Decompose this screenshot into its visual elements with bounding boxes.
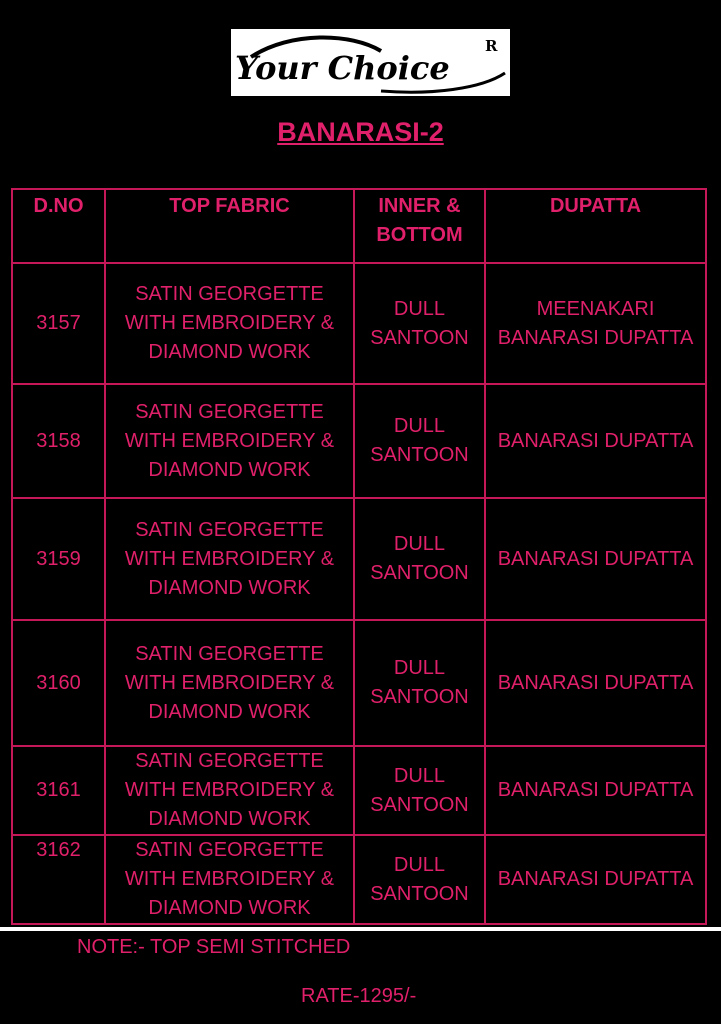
table-row — [12, 498, 706, 620]
cell-top-fabric: SATIN GEORGETTE WITH EMBROIDERY & DIAMOND WORK — [105, 835, 354, 924]
rate-text: RATE-1295/- — [301, 985, 417, 1007]
cell-dno: 3158 — [12, 384, 105, 498]
logo-text: Your Choice — [235, 49, 450, 87]
page-title: BANARASI-2 — [277, 117, 444, 147]
cell-dupatta: BANARASI DUPATTA — [485, 384, 706, 498]
product-table — [11, 188, 707, 925]
table-header-row — [12, 189, 706, 263]
cell-dupatta: BANARASI DUPATTA — [485, 746, 706, 835]
cell-top-fabric: SATIN GEORGETTE WITH EMBROIDERY & DIAMOND WORK — [105, 498, 354, 620]
brand-logo — [231, 29, 510, 96]
cell-inner-bottom: DULL SANTOON — [354, 263, 485, 384]
header-inner-bottom: INNER & BOTTOM — [354, 189, 485, 263]
cell-dupatta: MEENAKARI BANARASI DUPATTA — [485, 263, 706, 384]
cell-inner-bottom: DULL SANTOON — [354, 620, 485, 746]
header-dupatta: DUPATTA — [485, 189, 706, 263]
cell-dupatta: BANARASI DUPATTA — [485, 620, 706, 746]
table-row — [12, 746, 706, 835]
cell-dno: 3160 — [12, 620, 105, 746]
cell-dno: 3157 — [12, 263, 105, 384]
cell-inner-bottom: DULL SANTOON — [354, 746, 485, 835]
table-row — [12, 620, 706, 746]
cell-dno: 3162 — [12, 835, 105, 924]
header-dno: D.NO — [12, 189, 105, 263]
note-text: NOTE:- TOP SEMI STITCHED — [77, 936, 351, 958]
your-choice-logo-graphic — [231, 29, 510, 96]
cell-inner-bottom: DULL SANTOON — [354, 498, 485, 620]
cell-inner-bottom: DULL SANTOON — [354, 835, 485, 924]
cell-dupatta: BANARASI DUPATTA — [485, 835, 706, 924]
table-row — [12, 835, 706, 924]
cell-top-fabric: SATIN GEORGETTE WITH EMBROIDERY & DIAMOND WORK — [105, 620, 354, 746]
cell-dno: 3161 — [12, 746, 105, 835]
cell-dno: 3159 — [12, 498, 105, 620]
table-row — [12, 384, 706, 498]
cell-top-fabric: SATIN GEORGETTE WITH EMBROIDERY & DIAMOND WORK — [105, 263, 354, 384]
header-top-fabric: TOP FABRIC — [105, 189, 354, 263]
registered-mark: R — [485, 37, 498, 55]
cell-dupatta: BANARASI DUPATTA — [485, 498, 706, 620]
cell-top-fabric: SATIN GEORGETTE WITH EMBROIDERY & DIAMOND WORK — [105, 384, 354, 498]
cell-inner-bottom: DULL SANTOON — [354, 384, 485, 498]
divider — [0, 927, 721, 931]
cell-top-fabric: SATIN GEORGETTE WITH EMBROIDERY & DIAMOND WORK — [105, 746, 354, 835]
table-row — [12, 263, 706, 384]
